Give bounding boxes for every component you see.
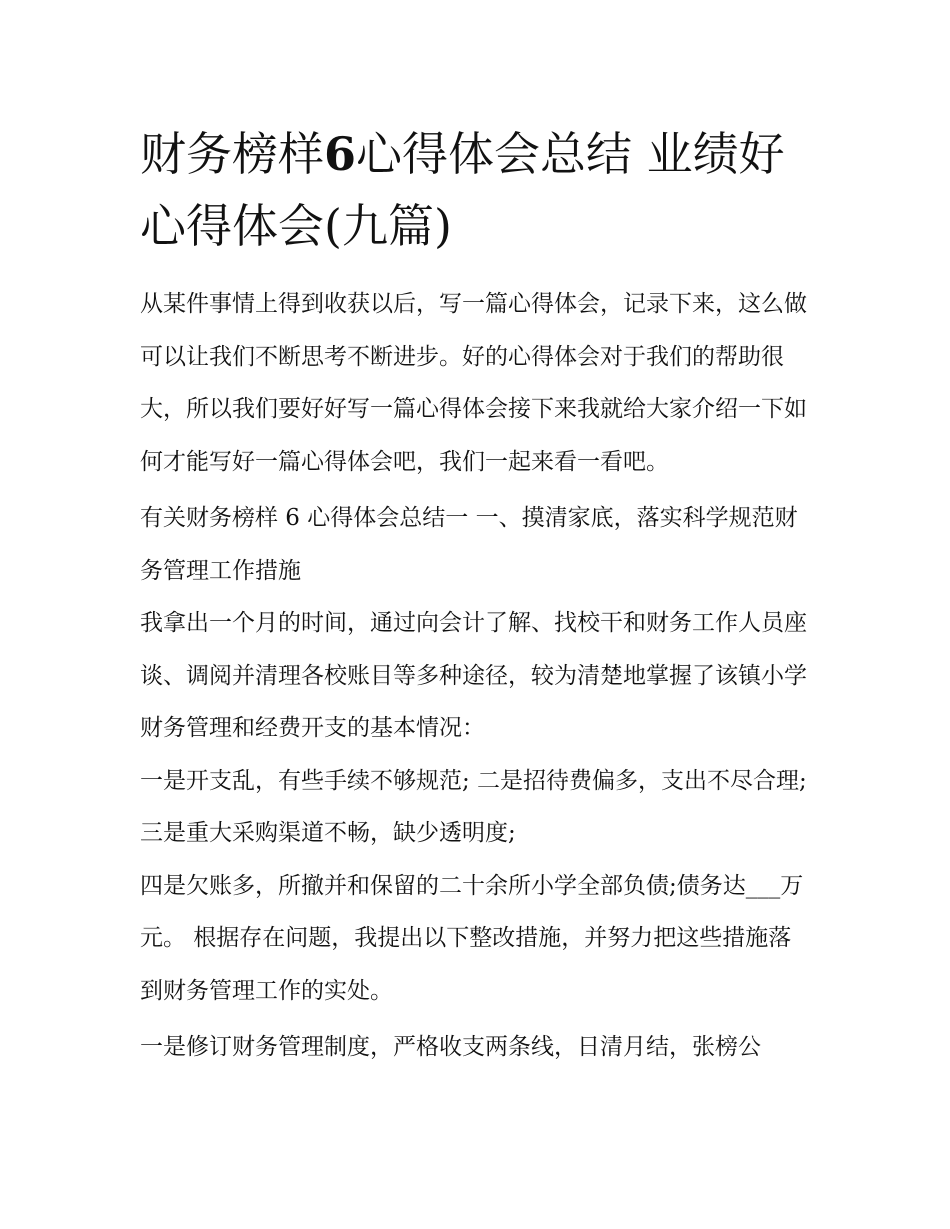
section-heading: 有关财务榜样 6 心得体会总结一 一、摸清家底，落实科学规范财务管理工作措施 — [140, 505, 798, 584]
intro-paragraph: 从某件事情上得到收获以后，写一篇心得体会，记录下来，这么做可以让我们不断思考不断进步。好的心得体会对于我们的帮助很大，所以我们要好好写一篇心得体会接下来我就给大家介绍一下如何才能写好一篇心得体会吧，我们一起来看一看吧。 — [140, 291, 807, 475]
body-paragraph: 一是开支乱，有些手续不够规范; 二是招待费偏多，支出不尽合理; 三是重大采购渠道不畅，缺少透明度; — [140, 767, 807, 846]
body-paragraph: 四是欠账多，所撤并和保留的二十余所小学全部负债;债务达___万元。 根据存在问题，我提出以下整改措施，并努力把这些措施落到财务管理工作的实处。 — [140, 872, 804, 1004]
body-paragraph: 一是修订财务管理制度，严格收支两条线，日清月结，张榜公 — [140, 1034, 761, 1060]
document-title — [140, 118, 812, 262]
document-body — [140, 118, 812, 1074]
title-number: 6 — [324, 127, 357, 181]
body-paragraph: 我拿出一个月的时间，通过向会计了解、找校干和财务工作人员座谈、调阅并清理各校账目等多种途径，较为清楚地掌握了该镇小学财务管理和经费开支的基本情况： — [140, 610, 807, 741]
title-part-1: 财务榜样 — [140, 127, 324, 181]
title-part-2: 心得体会总结 业绩好心得体会(九篇) — [140, 127, 785, 253]
